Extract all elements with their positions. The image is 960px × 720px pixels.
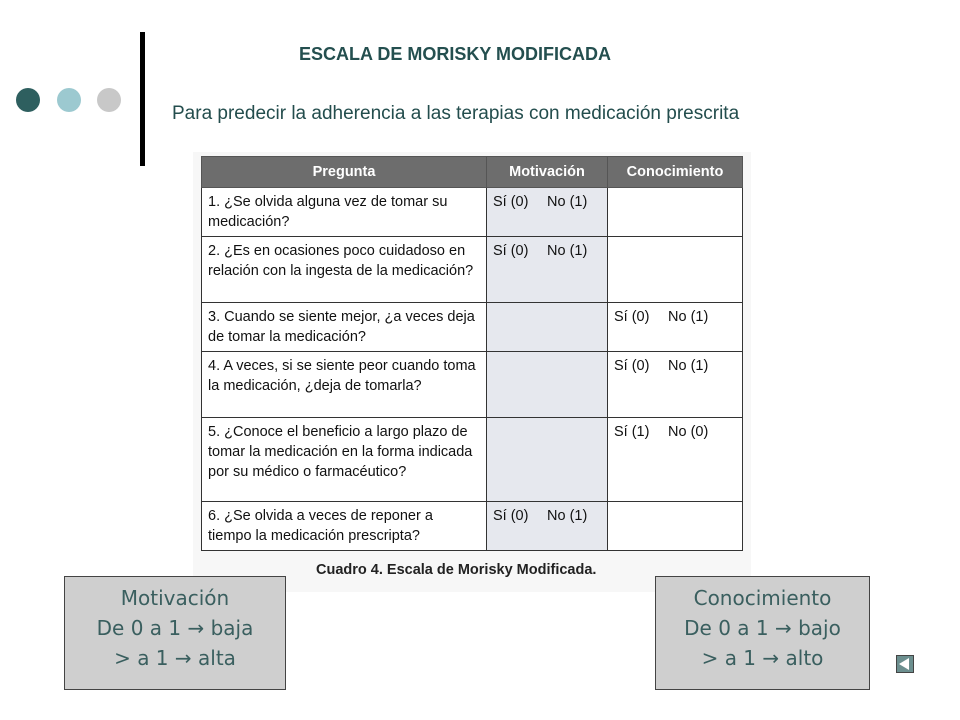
motivation-legend-box (64, 576, 286, 690)
knowledge-legend-box (655, 576, 870, 690)
header-motivacion: Motivación (487, 157, 608, 188)
page-title: ESCALA DE MORISKY MODIFICADA (298, 44, 611, 64)
table-row (202, 502, 743, 551)
table-header-row (202, 157, 743, 188)
gray-dot-icon (97, 88, 121, 112)
motivation-legend-title: Motivación (120, 586, 230, 610)
option-si: Sí (0) (493, 243, 529, 259)
table-row (202, 352, 743, 418)
table-row (202, 188, 743, 237)
back-triangle-icon[interactable] (896, 655, 914, 673)
motivation-cell (487, 303, 608, 352)
motivation-cell (487, 188, 608, 237)
option-si: Sí (0) (614, 358, 650, 374)
question-cell: 3. Cuando se siente mejor, ¿a veces deja de tomar la medicación? (202, 303, 487, 352)
option-no: No (1) (668, 358, 709, 374)
motivation-cell (487, 237, 608, 303)
option-no: No (0) (668, 424, 709, 440)
question-cell: 5. ¿Conoce el beneficio a largo plazo de tomar la medicación en la forma indicada por su médico o farmacéutico? (202, 418, 487, 502)
knowledge-cell (608, 303, 743, 352)
teal-dot-icon (16, 88, 40, 112)
question-cell: 4. A veces, si se siente peor cuando toma la medicación, ¿deja de tomarla? (202, 352, 487, 418)
option-no: No (1) (547, 194, 588, 210)
knowledge-legend-line2: > a 1 → alto (701, 646, 824, 670)
question-cell: 6. ¿Se olvida a veces de reponer a tiempo la medicación prescripta? (202, 502, 487, 551)
option-no: No (1) (547, 508, 588, 524)
table-row (202, 303, 743, 352)
option-no: No (1) (668, 309, 709, 325)
table-caption: Cuadro 4. Escala de Morisky Modificada. (316, 562, 597, 578)
option-si: Sí (0) (614, 309, 650, 325)
light-blue-dot-icon (57, 88, 81, 112)
question-cell: 2. ¿Es en ocasiones poco cuidadoso en relación con la ingesta de la medicación? (202, 237, 487, 303)
knowledge-cell (608, 418, 743, 502)
knowledge-cell (608, 237, 743, 303)
header-pregunta: Pregunta (202, 157, 487, 188)
page-subtitle: Para predecir la adherencia a las terapias con medicación prescrita (172, 103, 740, 124)
question-cell: 1. ¿Se olvida alguna vez de tomar su medicación? (202, 188, 487, 237)
motivation-legend-line2: > a 1 → alta (114, 646, 236, 670)
morisky-scale-figure (193, 152, 751, 592)
header-conocimiento: Conocimiento (608, 157, 743, 188)
knowledge-cell (608, 188, 743, 237)
option-si: Sí (0) (493, 194, 529, 210)
motivation-cell (487, 352, 608, 418)
morisky-table (201, 156, 743, 551)
motivation-cell (487, 418, 608, 502)
table-row (202, 418, 743, 502)
knowledge-legend-title: Conocimiento (693, 586, 832, 610)
knowledge-legend-line1: De 0 a 1 → bajo (684, 616, 841, 640)
option-si: Sí (0) (493, 508, 529, 524)
option-no: No (1) (547, 243, 588, 259)
table-row (202, 237, 743, 303)
knowledge-cell (608, 502, 743, 551)
knowledge-cell (608, 352, 743, 418)
motivation-cell (487, 502, 608, 551)
option-si: Sí (1) (614, 424, 650, 440)
motivation-legend-line1: De 0 a 1 → baja (96, 616, 254, 640)
